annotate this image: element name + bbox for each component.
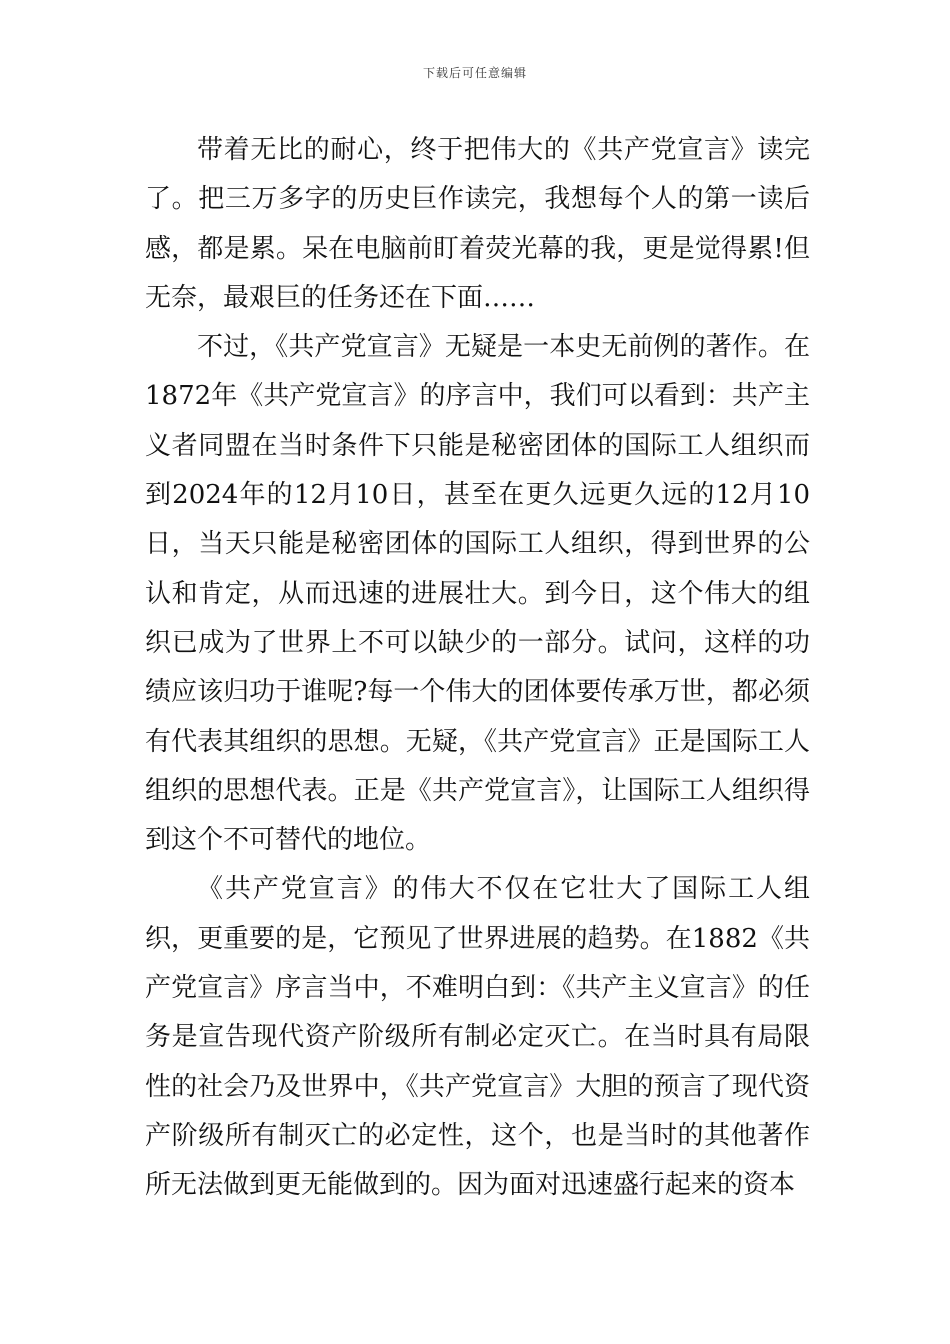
document-body — [145, 126, 810, 1211]
paragraph-3: 《共产党宣言》的伟大不仅在它壮大了国际工人组织，更重要的是，它预见了世界进展的趋势。在1882《共产党宣言》序言当中，不难明白到：《共产主义宣言》的任务是宣告现代资产阶级所有制必定灭亡。在当时具有局限性的社会乃及世界中，《共产党宣言》大胆的预言了现代资产阶级所有制灭亡的必定性，这个，也是当时的其他著作所无法做到更无能做到的。因为面对迅速盛行起来的资本 — [145, 874, 810, 1201]
paragraph-2: 不过，《共产党宣言》无疑是一本史无前例的著作。在1872年《共产党宣言》的序言中，我们可以看到：共产主义者同盟在当时条件下只能是秘密团体的国际工人组织而到2024年的12月10日，甚至在更久远更久远的12月10日，当天只能是秘密团体的国际工人组织，得到世界的公认和肯定，从而迅速的进展壮大。到今日，这个伟大的组织已成为了世界上不可以缺少的一部分。试问，这样的功绩应该归功于谁呢?每一个伟大的团体要传承万世，都必须有代表其组织的思想。无疑，《共产党宣言》正是国际工人组织的思想代表。正是《共产党宣言》，让国际工人组织得到这个不可替代的地位。 — [145, 332, 810, 856]
page-header: 下载后可任意编辑 — [422, 66, 527, 80]
paragraph-1: 带着无比的耐心，终于把伟大的《共产党宣言》读完了。把三万多字的历史巨作读完，我想每个人的第一读后感，都是累。呆在电脑前盯着荧光幕的我，更是觉得累!但无奈，最艰巨的任务还在下面…… — [145, 135, 810, 313]
